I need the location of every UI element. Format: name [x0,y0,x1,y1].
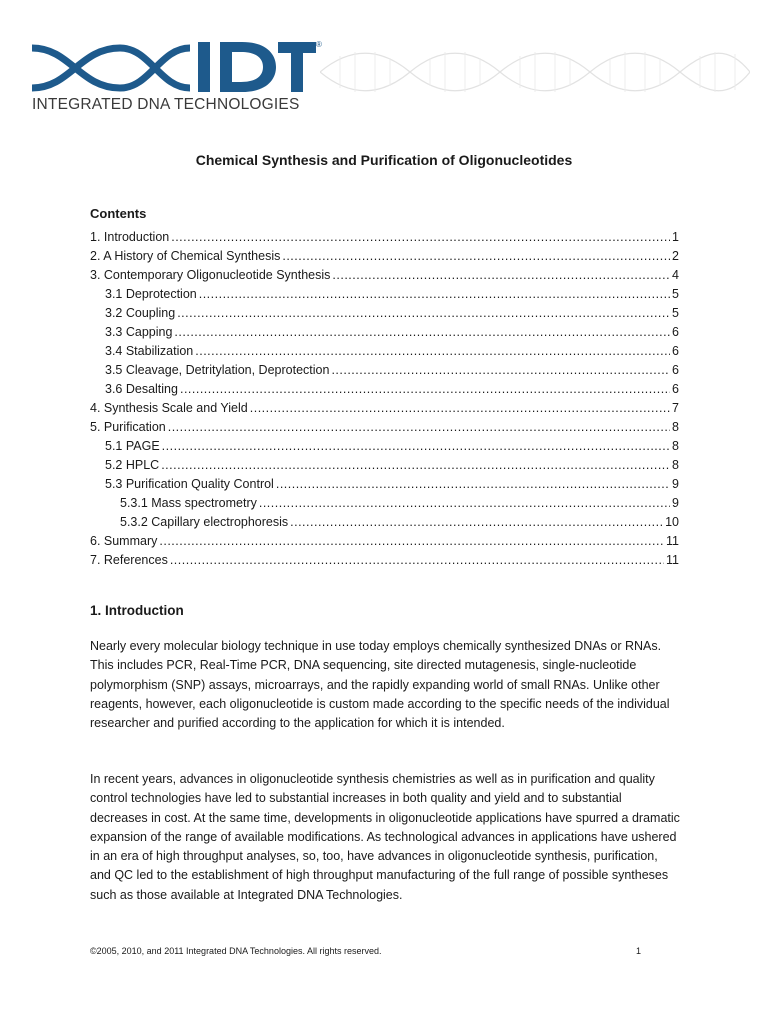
toc-entry[interactable] [90,228,679,247]
toc-entry[interactable] [90,247,679,266]
toc-entry[interactable] [90,323,679,342]
toc-entry[interactable] [90,361,679,380]
toc-entry-label: 5.3.2 Capillary electrophoresis [120,515,289,529]
introduction-paragraph-2: In recent years, advances in oligonucleotide synthesis chemistries as well as in purification and quality control technologies have led to substantial increases in both quality and yield and to substantial decreases in cost. At the same time, developments in oligonucleotide applications have spurred a dramatic expansion of the range of available modifications. As technological advances in applications have ushered in an era of high throughput analyses, so, too, have advances in oligonucleotide synthesis, purification, and QC led to the establishment of high throughput manufacturing of the full range of possible syntheses such as those available at Integrated DNA Technologies. [90,772,680,902]
toc-entry[interactable] [90,494,679,513]
toc-entry[interactable] [90,475,679,494]
toc-entry[interactable] [90,513,679,532]
toc-entry-label: 3. Contemporary Oligonucleotide Synthesis [90,268,331,282]
toc-leader-dots [259,494,670,513]
toc-leader-dots [331,361,670,380]
toc-entry[interactable] [90,266,679,285]
toc-entry-page: 6 [672,325,679,339]
toc-entry-label: 3.2 Coupling [105,306,176,320]
footer-page-number: 1 [636,946,642,956]
toc-entry-page: 5 [672,287,679,301]
toc-leader-dots [180,380,670,399]
toc-entry[interactable] [90,342,679,361]
toc-entry-label: 5.2 HPLC [105,458,160,472]
toc-leader-dots [162,437,670,456]
toc-entry-page: 11 [666,553,679,567]
document-title: Chemical Synthesis and Purification of Oligonucleotides [195,152,573,168]
toc-entry-label: 5. Purification [90,420,166,434]
toc-entry-label: 3.3 Capping [105,325,173,339]
toc-entry-label: 5.3.1 Mass spectrometry [120,496,257,510]
company-name: INTEGRATED DNA TECHNOLOGIES [32,96,300,113]
toc-entry-page: 10 [665,515,679,529]
toc-entry[interactable] [90,456,679,475]
toc-entry-page: 7 [672,401,679,415]
toc-leader-dots [199,285,670,304]
toc-entry-label: 1. Introduction [90,230,170,244]
toc-entry[interactable] [90,532,679,551]
toc-leader-dots [250,399,670,418]
table-of-contents [90,228,679,570]
toc-entry-page: 8 [672,458,679,472]
toc-leader-dots [177,304,670,323]
toc-leader-dots [171,228,670,247]
toc-entry-page: 9 [672,496,679,510]
toc-entry-label: 3.6 Desalting [105,382,178,396]
toc-entry[interactable] [90,304,679,323]
footer-copyright: ©2005, 2010, and 2011 Integrated DNA Technologies. All rights reserved. [90,946,382,956]
toc-entry[interactable] [90,437,679,456]
toc-entry-label: 4. Synthesis Scale and Yield [90,401,248,415]
toc-entry[interactable] [90,380,679,399]
introduction-paragraph-1: Nearly every molecular biology technique in use today employs chemically synthesized DNAs or RNAs. This includes PCR, Real-Time PCR, DNA sequencing, site directed mutagenesis, single-nucleotide polymorphism (SNP) assays, microarrays, and the rapidly expanding world of small RNAs. Unlike other reagents, however, each oligonucleotide is custom made according to the specific needs of the individual researcher and purified according to the application for which it is intended. [90,639,670,731]
dna-helix-logo-icon [30,36,320,98]
toc-leader-dots [276,475,670,494]
toc-entry-label: 5.3 Purification Quality Control [105,477,274,491]
toc-entry-label: 7. References [90,553,168,567]
toc-entry-page: 6 [672,344,679,358]
introduction-heading: 1. Introduction [90,603,184,618]
toc-entry-page: 5 [672,306,679,320]
toc-entry-page: 8 [672,420,679,434]
toc-leader-dots [170,551,664,570]
toc-entry-page: 4 [672,268,679,282]
contents-heading: Contents [90,206,147,221]
toc-leader-dots [195,342,670,361]
dna-strand-watermark-icon [320,42,750,102]
toc-entry-label: 6. Summary [90,534,158,548]
toc-entry-label: 3.4 Stabilization [105,344,194,358]
toc-entry-label: 5.1 PAGE [105,439,160,453]
toc-leader-dots [174,323,670,342]
toc-entry[interactable] [90,399,679,418]
toc-entry-page: 8 [672,439,679,453]
toc-entry-page: 6 [672,382,679,396]
toc-leader-dots [159,532,664,551]
company-logo [30,36,750,116]
toc-entry-label: 3.5 Cleavage, Detritylation, Deprotection [105,363,330,377]
toc-entry-page: 9 [672,477,679,491]
toc-entry-label: 2. A History of Chemical Synthesis [90,249,281,263]
toc-entry-page: 6 [672,363,679,377]
toc-leader-dots [282,247,670,266]
toc-leader-dots [290,513,663,532]
toc-entry-page: 11 [666,534,679,548]
toc-leader-dots [168,418,670,437]
toc-entry[interactable] [90,418,679,437]
registered-mark: ® [316,40,322,49]
toc-entry[interactable] [90,285,679,304]
toc-entry-page: 2 [672,249,679,263]
toc-leader-dots [161,456,670,475]
toc-entry-label: 3.1 Deprotection [105,287,197,301]
toc-entry[interactable] [90,551,679,570]
toc-leader-dots [332,266,670,285]
toc-entry-page: 1 [672,230,679,244]
